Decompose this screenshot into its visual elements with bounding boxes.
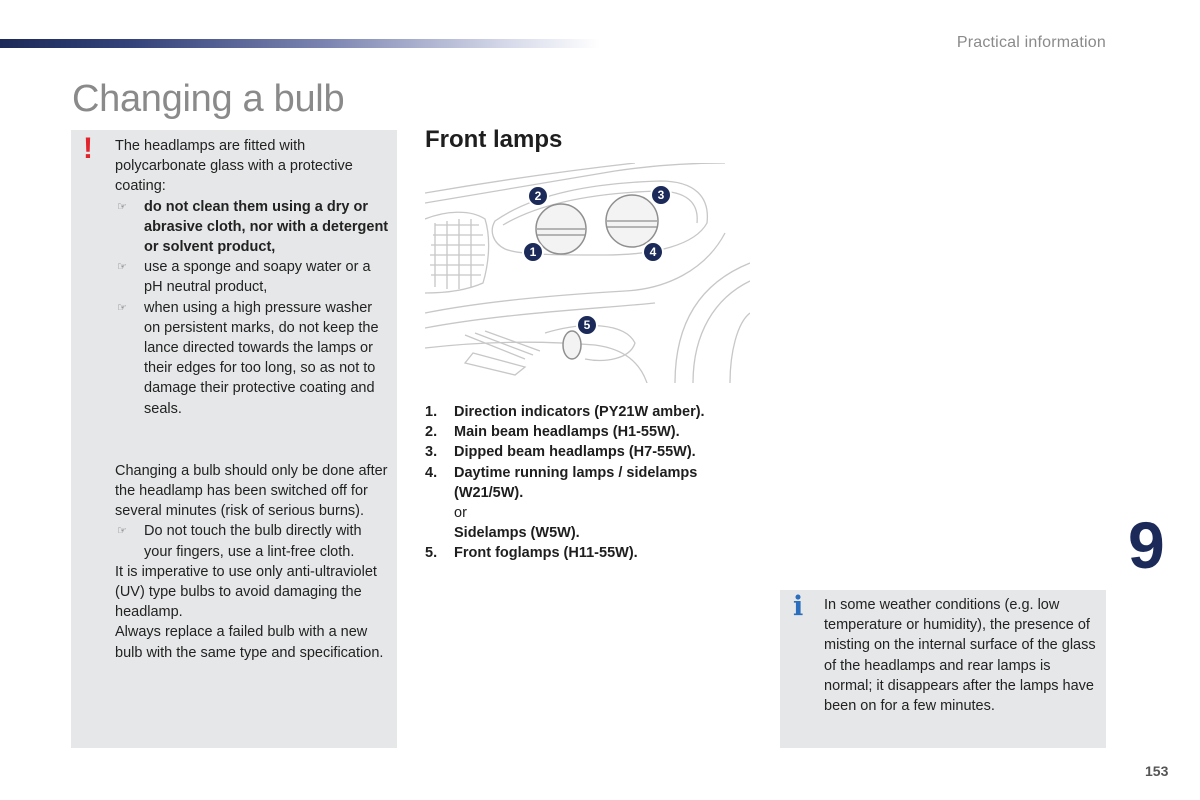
- warning-intro: The headlamps are fitted with polycarbonate glass with a protective coating:: [115, 138, 353, 195]
- list-item: ☞ Do not touch the bulb directly with your fingers, use a lint-free cloth.: [117, 523, 362, 560]
- front-lamps-title: Front lamps: [425, 126, 563, 153]
- list-item: ☞ use a sponge and soapy water or a pH neutral product,: [117, 259, 371, 296]
- callout-4: [643, 242, 663, 262]
- list-item: ☞ do not clean them using a dry or abrasive cloth, nor with a detergent or solvent product,: [117, 198, 389, 256]
- section-label: Practical information: [956, 34, 1106, 51]
- pointing-hand-icon: ☞: [117, 200, 127, 213]
- warning-bullets-2: [115, 521, 391, 561]
- warning-para-burns: Changing a bulb should only be done after the headlamp has been switched off for several minutes (risk of serious burns).: [115, 462, 388, 520]
- svg-text:4: 4: [649, 245, 657, 259]
- list-item: 1. Direction indicators (PY21W amber).: [425, 404, 705, 420]
- svg-text:2: 2: [534, 189, 542, 203]
- svg-text:3: 3: [657, 188, 665, 202]
- list-item: 4. Daytime running lamps / sidelamps (W21/5W). or Sidelamps (W5W).: [425, 464, 698, 542]
- list-item: 5. Front foglamps (H11-55W).: [425, 545, 638, 562]
- pointing-hand-icon: ☞: [117, 525, 127, 538]
- warning-bullets: [115, 197, 391, 419]
- warning-text: [115, 136, 391, 663]
- page-number: 153: [1145, 763, 1169, 779]
- exclamation-icon: !: [83, 132, 93, 165]
- page-title: Changing a bulb: [72, 78, 345, 120]
- svg-text:1: 1: [529, 245, 537, 259]
- warning-para-replace: Always replace a failed bulb with a new bulb with the same type and specification.: [115, 624, 384, 661]
- callout-5: [577, 315, 597, 335]
- front-lamps-illustration: [425, 163, 750, 383]
- list-item: 3. Dipped beam headlamps (H7-55W).: [425, 444, 696, 461]
- warning-para-uv: It is imperative to use only anti-ultraviolet (UV) type bulbs to avoid damaging the headlamp.: [115, 563, 377, 621]
- callout-2: [528, 186, 548, 206]
- info-icon: i: [793, 591, 804, 622]
- warning-box: [71, 130, 397, 748]
- callout-3: [651, 185, 671, 205]
- info-box: [780, 590, 1106, 748]
- list-item: ☞ when using a high pressure washer on persistent marks, do not keep the lance directed towards the lamps or their edges for too long, so as not to damage their protective coating and seals.: [117, 299, 379, 417]
- callout-1: [523, 242, 543, 262]
- header-gradient-bar: [0, 39, 600, 48]
- lamp-list: [425, 402, 755, 564]
- info-text: In some weather conditions (e.g. low temperature or humidity), the presence of misting on the internal surface of the glass of the headlamps and rear lamps is normal; it disappears after the lamps have been on for a few minutes.: [824, 597, 1096, 715]
- pointing-hand-icon: ☞: [117, 301, 127, 314]
- list-item: 2. Main beam headlamps (H1-55W).: [425, 424, 680, 441]
- svg-text:5: 5: [583, 318, 591, 332]
- chapter-number: 9: [1128, 508, 1165, 582]
- pointing-hand-icon: ☞: [117, 261, 127, 274]
